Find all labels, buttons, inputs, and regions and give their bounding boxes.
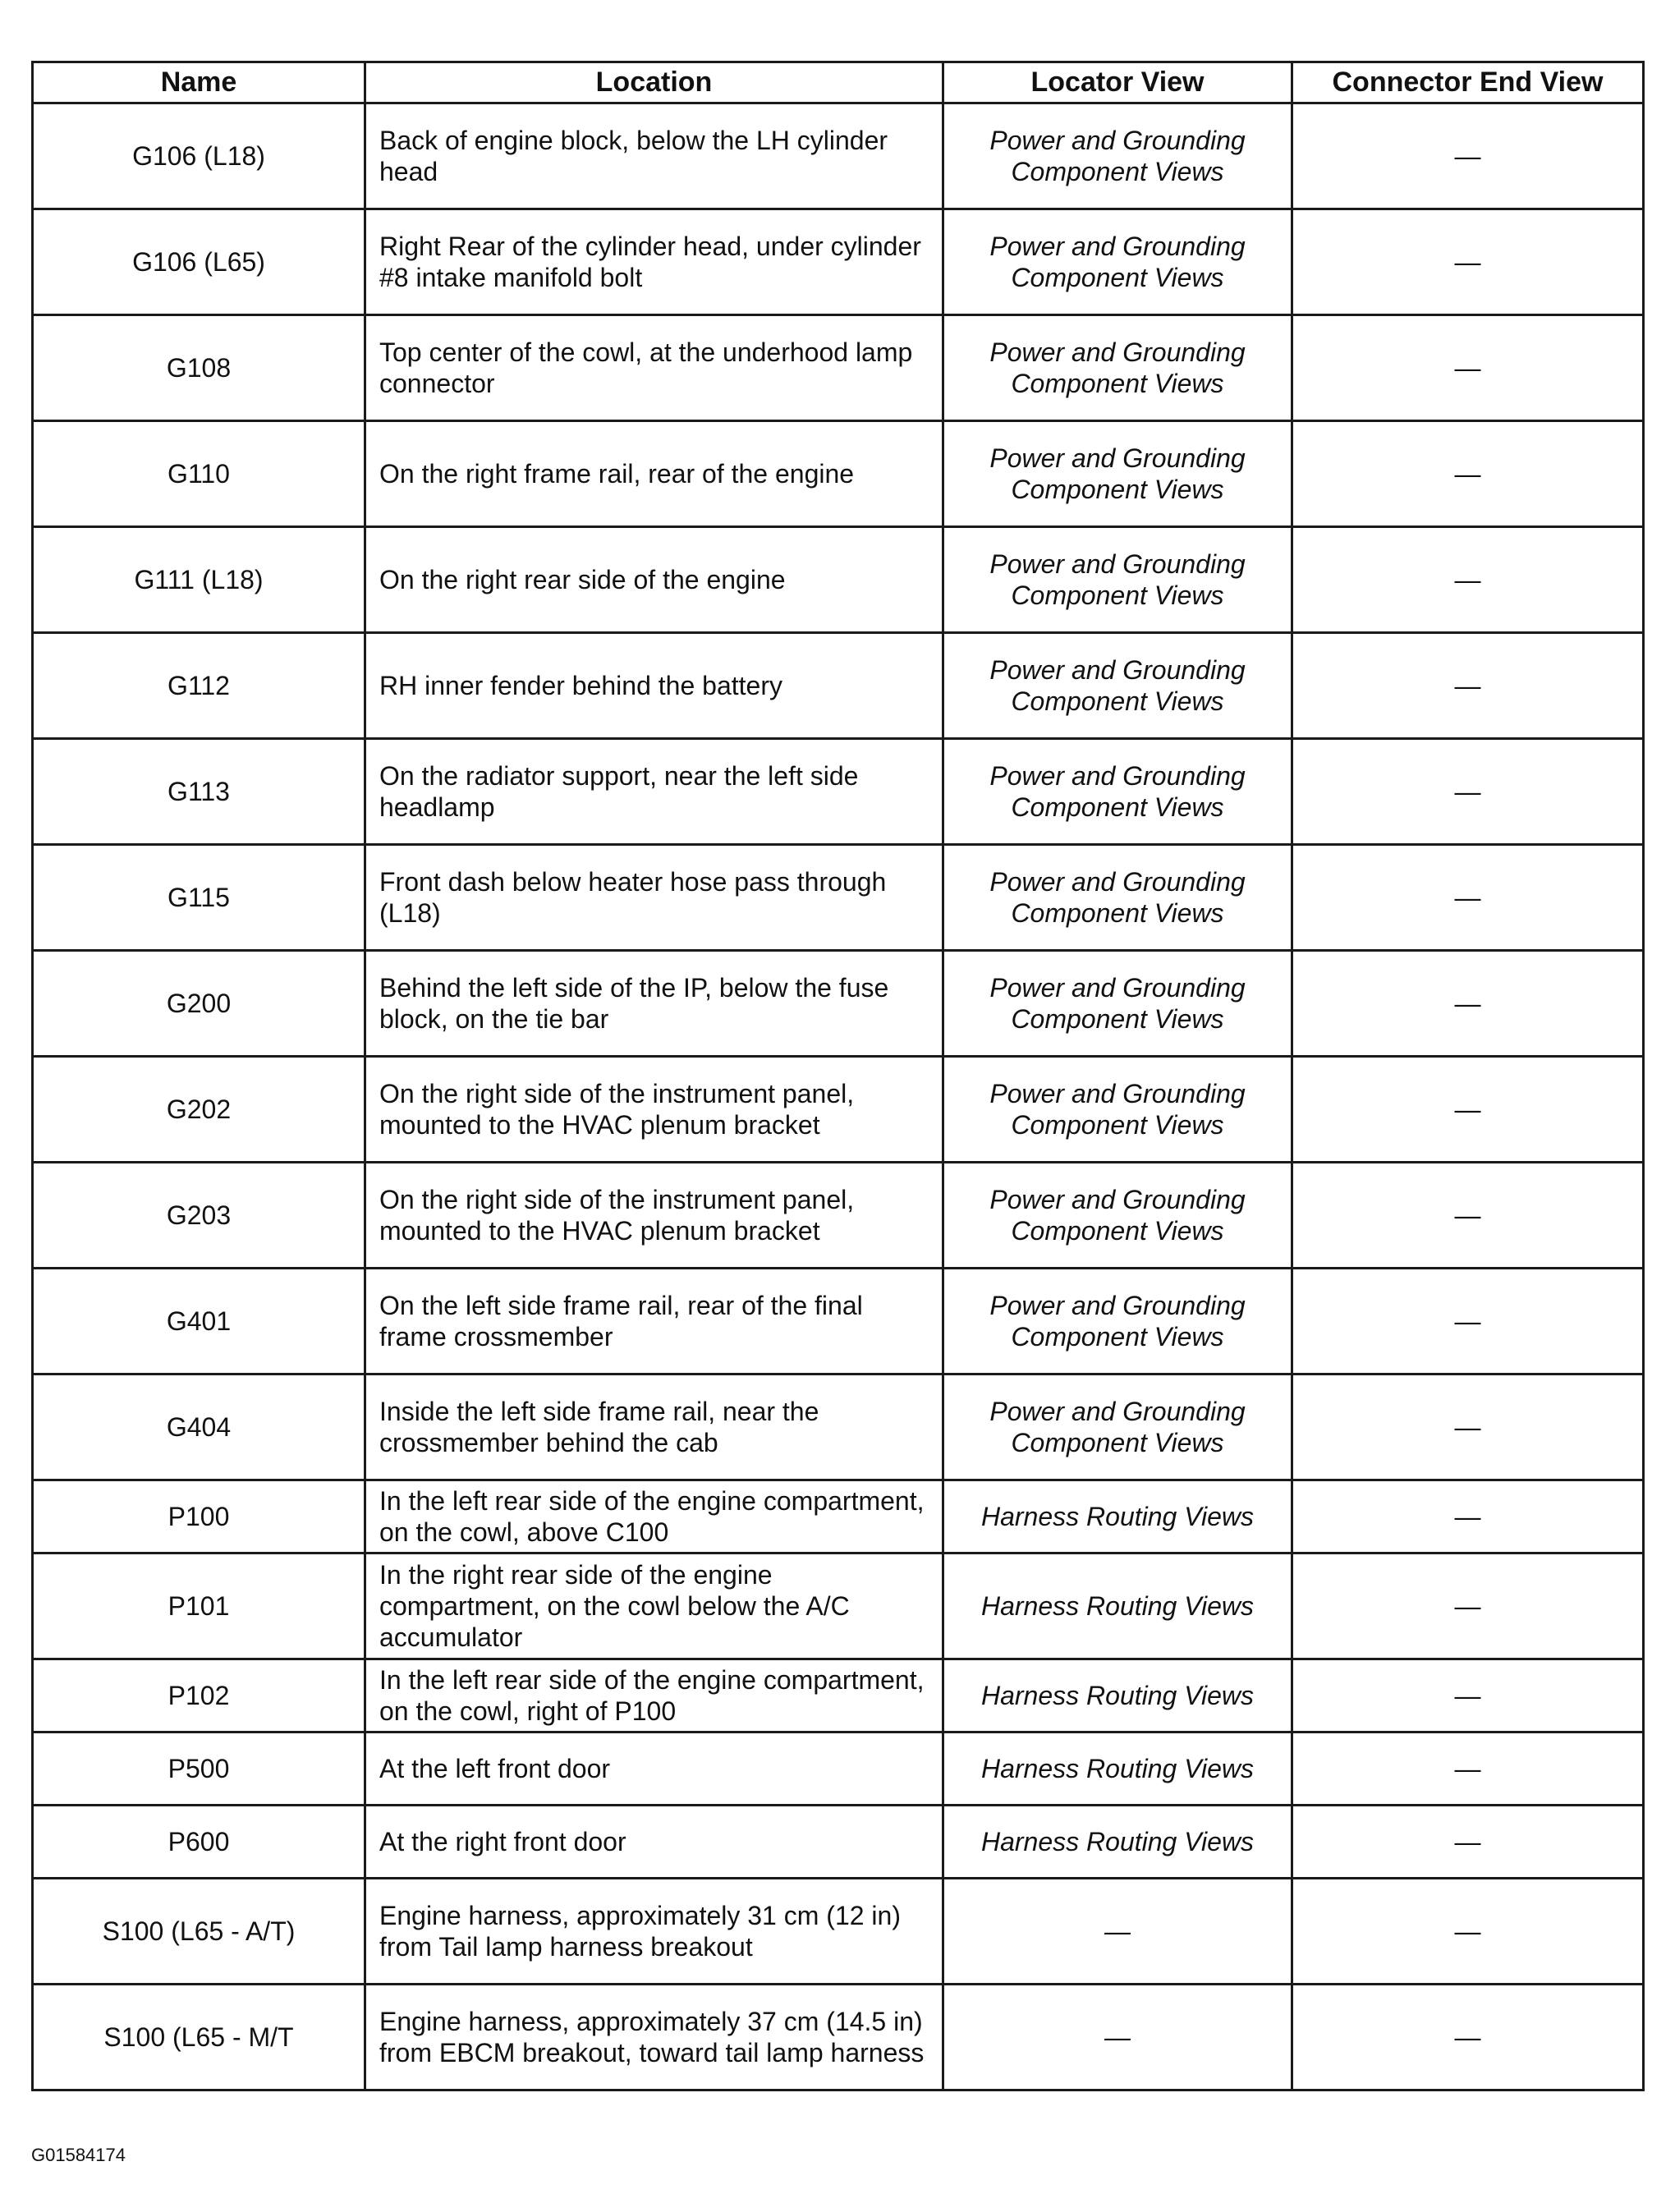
cell-locator-view: Harness Routing Views: [943, 1480, 1292, 1553]
header-locator-view: Locator View: [943, 62, 1292, 103]
header-name: Name: [33, 62, 365, 103]
cell-connector-end-view: —: [1292, 209, 1644, 315]
header-location: Location: [365, 62, 943, 103]
cell-locator-view: Power and Grounding Component Views: [943, 739, 1292, 845]
cell-location: In the right rear side of the engine compartment, on the cowl below the A/C accumulator: [365, 1553, 943, 1659]
cell-name: P500: [33, 1732, 365, 1806]
cell-locator-view: Power and Grounding Component Views: [943, 527, 1292, 633]
cell-locator-view: Power and Grounding Component Views: [943, 633, 1292, 739]
component-locator-table: [31, 61, 1645, 2091]
cell-connector-end-view: —: [1292, 1374, 1644, 1480]
cell-locator-view: Harness Routing Views: [943, 1732, 1292, 1806]
cell-name: G112: [33, 633, 365, 739]
cell-location: On the left side frame rail, rear of the final frame crossmember: [365, 1269, 943, 1374]
cell-connector-end-view: —: [1292, 421, 1644, 527]
cell-locator-view: Harness Routing Views: [943, 1553, 1292, 1659]
cell-location: In the left rear side of the engine compartment, on the cowl, above C100: [365, 1480, 943, 1553]
cell-location: Behind the left side of the IP, below the fuse block, on the tie bar: [365, 951, 943, 1057]
cell-name: G401: [33, 1269, 365, 1374]
table-row: [33, 421, 1644, 527]
figure-id: G01584174: [31, 2145, 126, 2165]
cell-locator-view: Power and Grounding Component Views: [943, 209, 1292, 315]
cell-location: Front dash below heater hose pass through (L18): [365, 845, 943, 951]
cell-connector-end-view: —: [1292, 1732, 1644, 1806]
cell-name: S100 (L65 - A/T): [33, 1879, 365, 1985]
cell-location: On the right rear side of the engine: [365, 527, 943, 633]
cell-connector-end-view: —: [1292, 1057, 1644, 1163]
cell-locator-view: —: [943, 1985, 1292, 2090]
table-row: [33, 951, 1644, 1057]
table-row: [33, 1879, 1644, 1985]
cell-connector-end-view: —: [1292, 739, 1644, 845]
table-row: [33, 1732, 1644, 1806]
cell-connector-end-view: —: [1292, 1879, 1644, 1985]
cell-connector-end-view: —: [1292, 1659, 1644, 1732]
cell-name: G202: [33, 1057, 365, 1163]
cell-connector-end-view: —: [1292, 845, 1644, 951]
cell-location: RH inner fender behind the battery: [365, 633, 943, 739]
cell-locator-view: Power and Grounding Component Views: [943, 845, 1292, 951]
cell-location: On the radiator support, near the left side headlamp: [365, 739, 943, 845]
cell-name: G115: [33, 845, 365, 951]
cell-locator-view: Power and Grounding Component Views: [943, 315, 1292, 421]
table-row: [33, 103, 1644, 209]
cell-connector-end-view: —: [1292, 1163, 1644, 1269]
header-row: [33, 62, 1644, 103]
cell-locator-view: Power and Grounding Component Views: [943, 103, 1292, 209]
table-row: [33, 1659, 1644, 1732]
table-row: [33, 845, 1644, 951]
cell-connector-end-view: —: [1292, 633, 1644, 739]
cell-connector-end-view: —: [1292, 1985, 1644, 2090]
cell-location: Right Rear of the cylinder head, under cylinder #8 intake manifold bolt: [365, 209, 943, 315]
cell-name: G108: [33, 315, 365, 421]
table-row: [33, 1057, 1644, 1163]
cell-connector-end-view: —: [1292, 1553, 1644, 1659]
cell-locator-view: Harness Routing Views: [943, 1806, 1292, 1879]
cell-locator-view: Power and Grounding Component Views: [943, 1374, 1292, 1480]
table-row: [33, 1269, 1644, 1374]
cell-location: Engine harness, approximately 37 cm (14.5 in) from EBCM breakout, toward tail lamp harness: [365, 1985, 943, 2090]
cell-name: P102: [33, 1659, 365, 1732]
table-row: [33, 633, 1644, 739]
cell-location: Engine harness, approximately 31 cm (12 in) from Tail lamp harness breakout: [365, 1879, 943, 1985]
cell-name: G200: [33, 951, 365, 1057]
cell-location: Top center of the cowl, at the underhood lamp connector: [365, 315, 943, 421]
cell-connector-end-view: —: [1292, 315, 1644, 421]
cell-name: G113: [33, 739, 365, 845]
cell-name: G110: [33, 421, 365, 527]
table-row: [33, 527, 1644, 633]
cell-name: G111 (L18): [33, 527, 365, 633]
cell-locator-view: Harness Routing Views: [943, 1659, 1292, 1732]
cell-connector-end-view: —: [1292, 1806, 1644, 1879]
header-connector-end-view: Connector End View: [1292, 62, 1644, 103]
table-row: [33, 315, 1644, 421]
table-row: [33, 209, 1644, 315]
table-row: [33, 1163, 1644, 1269]
cell-connector-end-view: —: [1292, 527, 1644, 633]
cell-locator-view: Power and Grounding Component Views: [943, 1163, 1292, 1269]
cell-name: G404: [33, 1374, 365, 1480]
cell-connector-end-view: —: [1292, 1269, 1644, 1374]
cell-name: P101: [33, 1553, 365, 1659]
cell-location: Inside the left side frame rail, near the crossmember behind the cab: [365, 1374, 943, 1480]
cell-locator-view: —: [943, 1879, 1292, 1985]
table-row: [33, 1553, 1644, 1659]
cell-name: G106 (L18): [33, 103, 365, 209]
cell-name: G106 (L65): [33, 209, 365, 315]
cell-locator-view: Power and Grounding Component Views: [943, 951, 1292, 1057]
table-row: [33, 1480, 1644, 1553]
cell-location: On the right side of the instrument panel, mounted to the HVAC plenum bracket: [365, 1057, 943, 1163]
table-row: [33, 1374, 1644, 1480]
cell-name: G203: [33, 1163, 365, 1269]
cell-location: At the left front door: [365, 1732, 943, 1806]
cell-location: Back of engine block, below the LH cylinder head: [365, 103, 943, 209]
table-row: [33, 1985, 1644, 2090]
table-row: [33, 1806, 1644, 1879]
cell-locator-view: Power and Grounding Component Views: [943, 421, 1292, 527]
cell-locator-view: Power and Grounding Component Views: [943, 1057, 1292, 1163]
cell-location: In the left rear side of the engine compartment, on the cowl, right of P100: [365, 1659, 943, 1732]
cell-location: On the right side of the instrument panel, mounted to the HVAC plenum bracket: [365, 1163, 943, 1269]
cell-locator-view: Power and Grounding Component Views: [943, 1269, 1292, 1374]
cell-connector-end-view: —: [1292, 951, 1644, 1057]
cell-location: On the right frame rail, rear of the engine: [365, 421, 943, 527]
cell-connector-end-view: —: [1292, 1480, 1644, 1553]
cell-location: At the right front door: [365, 1806, 943, 1879]
table-row: [33, 739, 1644, 845]
component-locator-table-sheet: [31, 61, 1642, 2091]
cell-name: P100: [33, 1480, 365, 1553]
table-body: [33, 103, 1644, 2090]
cell-connector-end-view: —: [1292, 103, 1644, 209]
cell-name: S100 (L65 - M/T: [33, 1985, 365, 2090]
cell-name: P600: [33, 1806, 365, 1879]
